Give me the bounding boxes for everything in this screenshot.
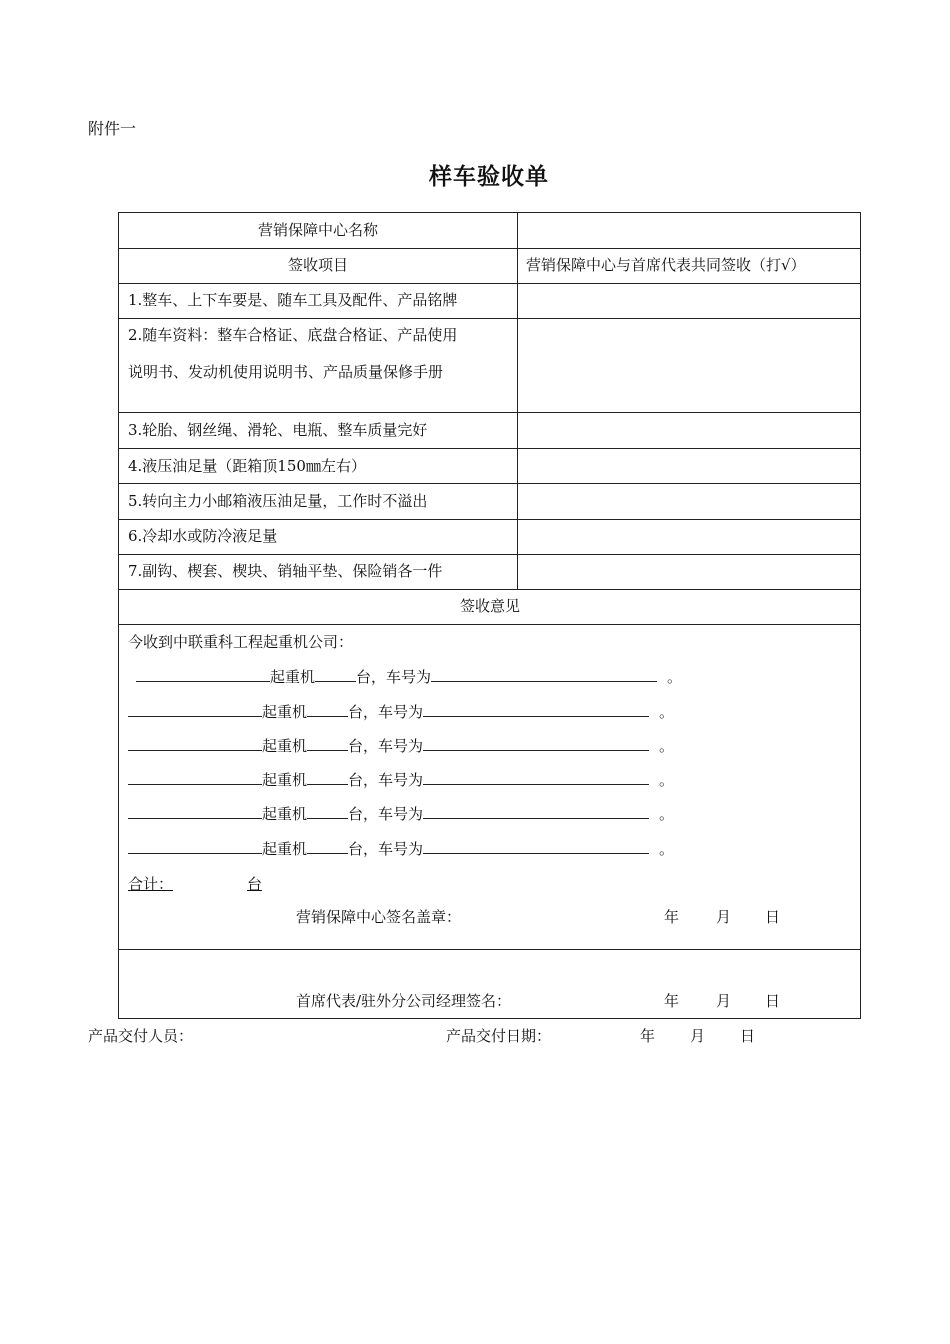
checklist-item: 2.随车资料：整车合格证、底盘合格证、产品使用 [128,326,458,344]
check-cell[interactable] [518,284,861,318]
checklist-item: 7.副钩、楔套、楔块、销轴平垫、保险销各一件 [128,562,443,580]
chief-signature-label: 首席代表/驻外分公司经理签名： [296,992,512,1010]
sign-header: 营销保障中心与首席代表共同签收（打√） [526,256,806,274]
chief-signature-year: 年 [664,992,680,1010]
quantity-blank[interactable] [307,736,348,751]
delivery-date-label: 产品交付日期： [446,1027,552,1045]
receipt-line: 起重机 台，车号为 。 [128,769,674,790]
receipt-line: 起重机 台，车号为 。 [128,735,674,756]
checklist-item: 1.整车、上下车要是、随车工具及配件、产品铭牌 [128,291,458,309]
chief-signature-day: 日 [765,992,781,1010]
model-blank[interactable] [136,667,270,682]
center-signature-month: 月 [716,908,732,926]
checklist-item: 3.轮胎、钢丝绳、滑轮、电瓶、整车质量完好 [128,421,428,439]
receipt-line: 起重机 台，车号为 。 [136,666,682,687]
vehicle-number-blank[interactable] [423,736,649,751]
row-divider [119,624,860,625]
model-blank[interactable] [128,770,262,785]
vehicle-number-blank[interactable] [423,839,649,854]
page-title: 样车验收单 [429,164,549,190]
checklist-item-continued: 说明书、发动机使用说明书、产品质量保修手册 [128,363,444,381]
center-signature-year: 年 [664,908,680,926]
row-divider [119,589,860,590]
total-line: 合计： 台 [128,875,263,893]
check-cell[interactable] [518,319,861,412]
vehicle-number-blank[interactable] [423,770,649,785]
check-cell[interactable] [518,555,861,589]
check-cell[interactable] [518,413,861,448]
quantity-blank[interactable] [307,702,348,717]
checklist-item: 5.转向主力小邮箱液压油足量，工作时不溢出 [128,492,428,510]
delivery-month: 月 [690,1027,706,1045]
model-blank[interactable] [128,736,262,751]
center-signature-day: 日 [765,908,781,926]
center-name-label: 营销保障中心名称 [257,221,378,239]
receipt-line: 起重机 台，车号为 。 [128,701,674,722]
vehicle-number-blank[interactable] [431,667,657,682]
check-cell[interactable] [518,484,861,519]
check-cell[interactable] [518,449,861,483]
opinion-header: 签收意见 [459,597,520,615]
quantity-blank[interactable] [307,839,348,854]
row-divider [119,949,860,950]
delivery-day: 日 [740,1027,756,1045]
receipt-line: 起重机 台，车号为 。 [128,803,674,824]
checklist-item: 6.冷却水或防冷液足量 [128,527,278,545]
chief-signature-month: 月 [716,992,732,1010]
checklist-item: 4.液压油足量（距箱顶150㎜左右） [128,457,366,475]
vehicle-number-blank[interactable] [423,804,649,819]
delivery-year: 年 [640,1027,656,1045]
row-divider [119,248,860,249]
attachment-label: 附件一 [88,119,137,138]
center-signature-label: 营销保障中心签名盖章： [296,908,462,926]
quantity-blank[interactable] [315,667,356,682]
model-blank[interactable] [128,839,262,854]
receipt-intro: 今收到中联重科工程起重机公司： [128,633,354,651]
vehicle-number-blank[interactable] [423,702,649,717]
receipt-line: 起重机 台，车号为 。 [128,838,674,859]
quantity-blank[interactable] [307,770,348,785]
items-header: 签收项目 [287,256,348,274]
model-blank[interactable] [128,804,262,819]
quantity-blank[interactable] [307,804,348,819]
model-blank[interactable] [128,702,262,717]
acceptance-form [118,212,861,1019]
check-cell[interactable] [518,520,861,554]
delivery-person-label: 产品交付人员： [88,1027,194,1045]
